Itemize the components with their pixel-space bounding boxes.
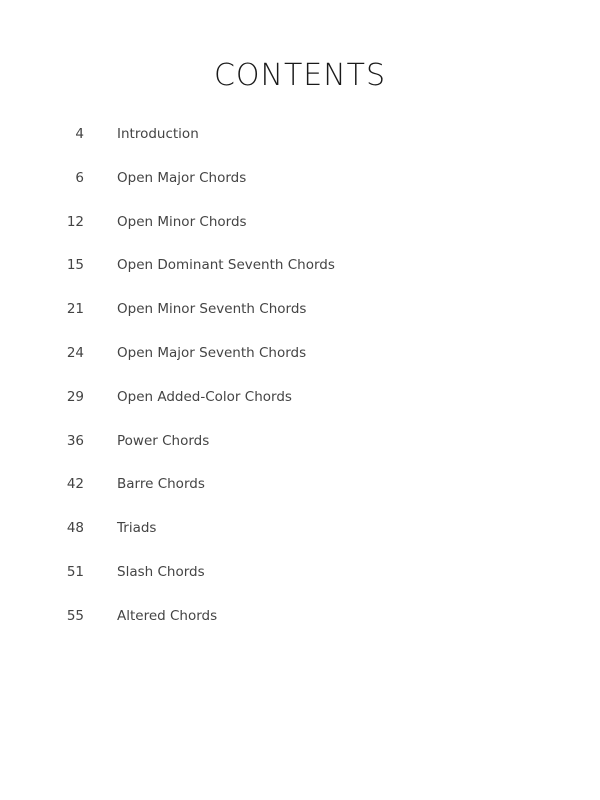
toc-page-number: 29: [66, 388, 84, 405]
toc-entry-label: Open Major Chords: [117, 169, 247, 186]
toc-entry-label: Slash Chords: [117, 563, 205, 580]
toc-entry-label: Triads: [117, 520, 157, 537]
toc-page-number: 48: [66, 520, 84, 537]
toc-entry-open-major-chords[interactable]: [0, 168, 600, 212]
toc-entry-label: Open Minor Seventh Chords: [117, 301, 307, 318]
toc-entry-open-major-seventh-chords[interactable]: [0, 343, 600, 387]
toc-page-number: 51: [66, 563, 84, 580]
toc-entry-open-minor-seventh-chords[interactable]: [0, 299, 600, 343]
toc-entry-open-minor-chords[interactable]: [0, 212, 600, 256]
toc-entry-altered-chords[interactable]: [0, 606, 600, 650]
toc-entry-introduction[interactable]: [0, 124, 600, 168]
toc-entry-label: Altered Chords: [117, 607, 218, 624]
toc-page-number: 24: [66, 344, 84, 361]
toc-page-number: 4: [75, 126, 84, 142]
toc-page-number: 42: [66, 476, 84, 493]
toc-entry-triads[interactable]: [0, 518, 600, 562]
toc-page-number: 12: [66, 213, 84, 230]
toc-entry-power-chords[interactable]: [0, 431, 600, 475]
toc-entry-label: Introduction: [117, 126, 199, 142]
page-title: CONTENTS: [213, 58, 387, 93]
toc-entry-open-added-color-chords[interactable]: [0, 387, 600, 431]
toc-entry-slash-chords[interactable]: [0, 562, 600, 606]
toc-page-number: 55: [66, 607, 84, 624]
toc-page-number: 21: [66, 301, 84, 318]
toc-entry-label: Power Chords: [117, 432, 210, 449]
toc-entry-label: Open Minor Chords: [117, 213, 247, 230]
table-of-contents: [0, 124, 600, 650]
toc-entry-label: Barre Chords: [117, 476, 205, 493]
toc-entry-barre-chords[interactable]: [0, 474, 600, 518]
toc-entry-label: Open Dominant Seventh Chords: [117, 257, 335, 274]
toc-page-number: 36: [66, 432, 84, 449]
toc-entry-label: Open Added-Color Chords: [117, 388, 292, 405]
toc-page-number: 6: [75, 169, 84, 186]
toc-page-number: 15: [66, 257, 84, 274]
toc-entry-open-dominant-seventh-chords[interactable]: [0, 255, 600, 299]
toc-entry-label: Open Major Seventh Chords: [117, 344, 307, 361]
